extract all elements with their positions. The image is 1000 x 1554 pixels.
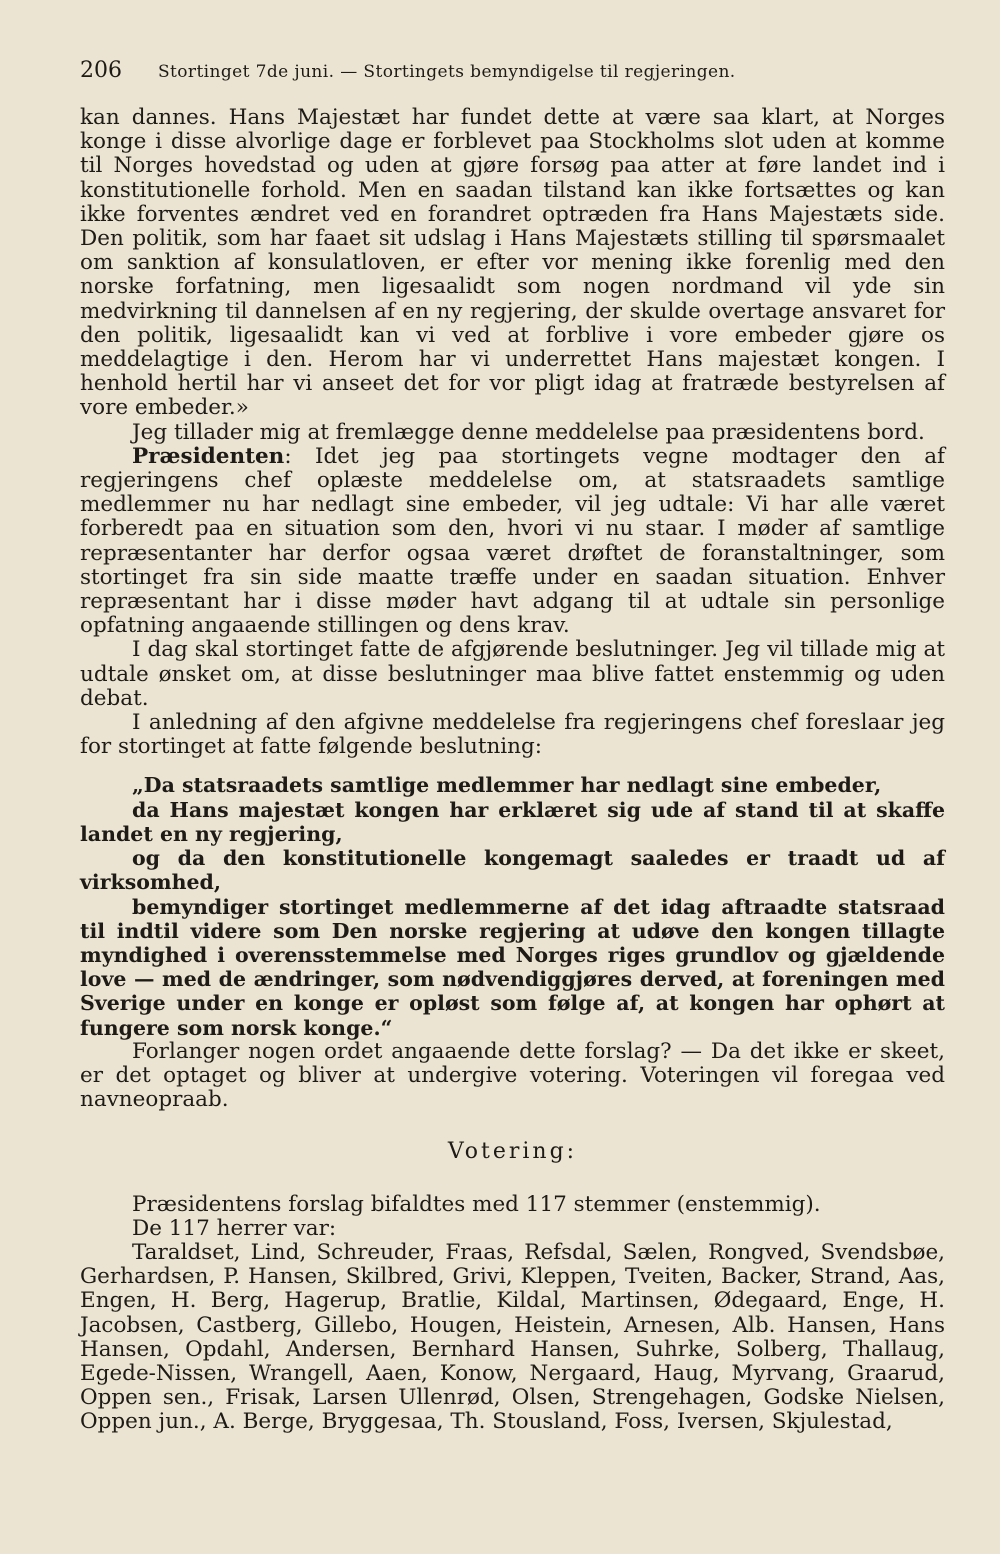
paragraph-members-intro: De 117 herrer var:	[132, 1215, 337, 1241]
resolution-clause-2: da Hans majestæt kongen har erklæret sig ude af stand til at skaffe landet en ny regjering,	[80, 797, 945, 846]
paragraph-member-names: Taraldset, Lind, Schreuder, Fraas, Refsdal, Sælen, Rongved, Svendsbøe, Gerhardsen, P. Hansen, Skilbred, Grivi, Kleppen, Tveiten, Backer, Strand, Aas, Engen, H. Berg, Hagerup, Bratlie, Kildal, Martinsen, Ødegaard, Enge, H. Jacobsen, Castberg, Gillebo, Hougen, Heistein, Arnesen, Alb. Hansen, Hans Hansen, Opdahl, Andersen, Bernhard Hansen, Suhrke, Solberg, Thallaug, Egede-Nissen, Wrangell, Aaen, Konow, Nergaard, Haug, Myrvang, Graarud, Oppen sen., Frisak, Larsen Ullenrød, Olsen, Strengehagen, Godske Nielsen, Oppen jun., A. Berge, Bryggesaa, Th. Stousland, Foss, Iversen, Skjulestad,	[80, 1239, 945, 1435]
paragraph-proposal-intro: I anledning af den afgivne meddelelse fra regjeringens chef foreslaar jeg for stortinget at fatte følgende beslutning:	[80, 710, 945, 760]
speaker-name: Præsidenten	[132, 443, 285, 469]
page-number: 206	[80, 58, 122, 83]
paragraph-vote-result: Præsidentens forslag bifaldtes med 117 stemmer (enstemmig).	[132, 1191, 821, 1217]
page-header	[80, 58, 945, 106]
paragraph-presentation: Jeg tillader mig at fremlægge denne meddelelse paa præsidentens bord.	[132, 419, 925, 445]
votering-heading: Votering:	[447, 1139, 578, 1165]
paragraph-decisions: I dag skal stortinget fatte de afgjørende beslutninger. Jeg vil tillade mig at udtale ønsket om, at disse beslutninger maa blive fattet enstemmig og uden debat.	[80, 637, 945, 711]
running-title: Stortinget 7de juni. — Stortingets bemyndigelse til regjeringen.	[158, 62, 736, 82]
resolution-text	[80, 773, 945, 1039]
resolution-clause-1: „Da statsraadets samtlige medlemmer har nedlagt sine embeder,	[132, 773, 882, 798]
page-body	[80, 106, 945, 1435]
resolution-clause-4: bemyndiger stortinget medlemmerne af det idag aftraadte statsraad til indtil videre som Den norske regjering at udøve den kongen tillagte myndighed i overensstemmelse med Norges riges grundlov og gjældende love — med de ændringer, som nødvendiggjøres derved, at foreningen med Sverige under en konge er opløst som følge af, at kongen har ophørt at fungere som norsk konge.“	[80, 894, 945, 1040]
paragraph-letter-end: kan dannes. Hans Majestæt har fundet dette at være saa klart, at Norges konge i disse alvorlige dage er forblevet paa Stockholms slot uden at komme til Norges hovedstad og uden at gjøre forsøg paa atter at føre landet ind i konstitutionelle forhold. Men en saadan tilstand kan ikke fortsættes og kan ikke forventes ændret ved en forandret optræden fra Hans Majestæts side. Den politik, som har faaet sit udslag i Hans Majestæts stilling til spørsmaalet om sanktion af konsulatloven, er efter vor mening ikke forenlig med den norske forfatning, men ligesaalidt som nogen nordmand vil yde sin medvirkning til dannelsen af en ny regjering, der skulde overtage ansvaret for den politik, ligesaalidt kan vi ved at forblive i vore embeder gjøre os meddelagtige i den. Herom har vi underrettet Hans majestæt kongen. I henhold hertil har vi anseet det for vor pligt idag at fratræde bestyrelsen af vore embeder.»	[80, 105, 945, 421]
paragraph-vote-call: Forlanger nogen ordet angaaende dette forslag? — Da det ikke er skeet, er det optaget og bliver at undergive votering. Voteringen vil foregaa ved navneopraab.	[80, 1038, 945, 1113]
resolution-clause-3: og da den konstitutionelle kongemagt saaledes er traadt ud af virksomhed,	[80, 846, 945, 895]
paragraph-president-statement	[80, 445, 945, 639]
speaker-text: : Idet jeg paa stortingets vegne modtager den af regjeringens chef oplæste meddelelse om, at statsraadets samtlige medlemmer nu har nedlagt sine embeder, vil jeg udtale: Vi har alle været forberedt paa en situation som den, hvori vi nu staar. I møder af samtlige repræsentanter har derfor ogsaa været drøftet de foranstaltninger, som stortinget fra sin side maatte træffe under en saadan situation. Enhver repræsentant har i disse møder havt adgang til at udtale sin personlige opfatning angaaende stillingen og dens krav.	[80, 443, 945, 639]
